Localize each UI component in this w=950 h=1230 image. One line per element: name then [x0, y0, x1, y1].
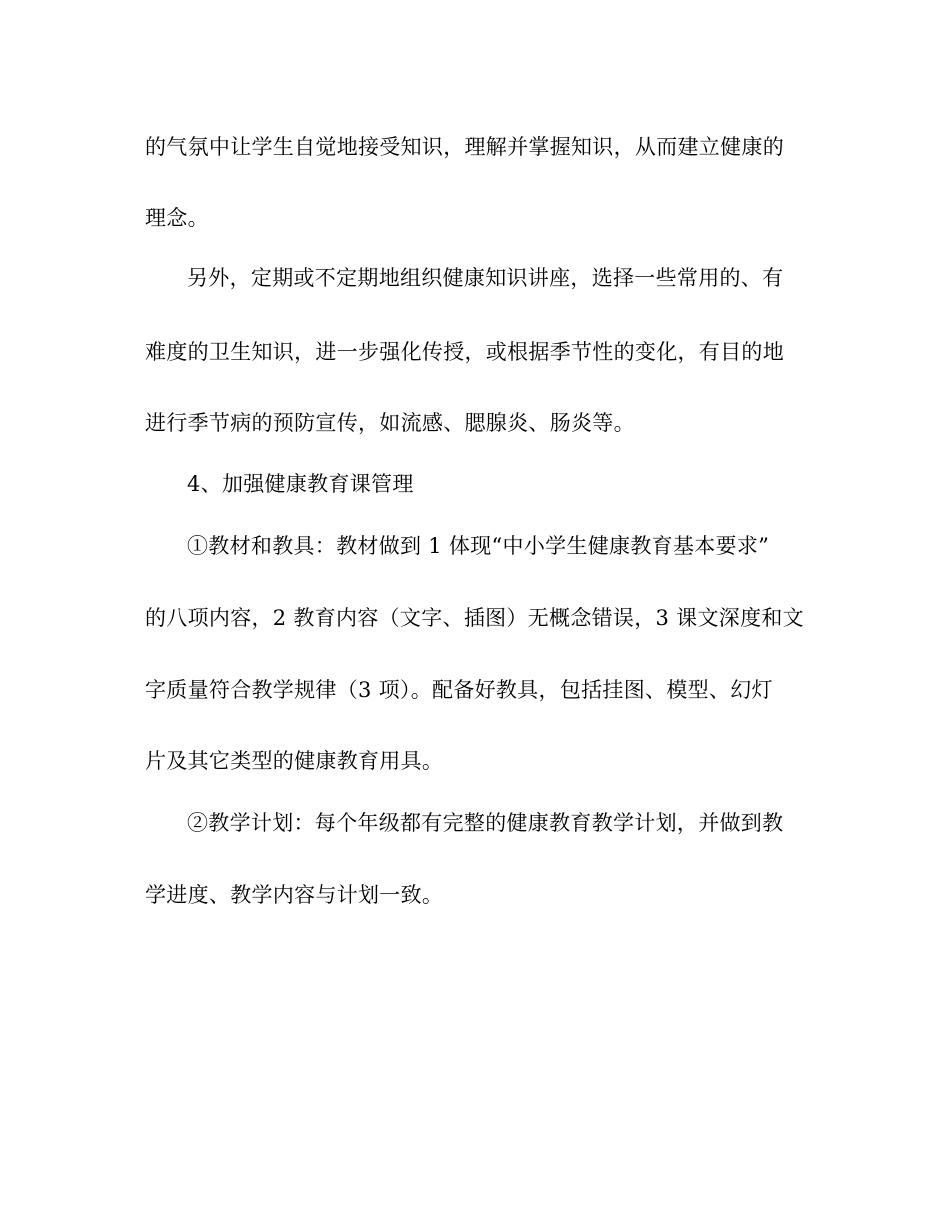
text-line: 学进度、教学内容与计划一致。	[145, 883, 444, 907]
text-line: 的气氛中让学生自觉地接受知识，理解并掌握知识，从而建立健康的	[145, 135, 784, 159]
text-line: 另外，定期或不定期地组织健康知识讲座，选择一些常用的、有	[187, 266, 784, 290]
section-heading: 4、加强健康教育课管理	[187, 472, 414, 496]
text-line: ①教材和教具：教材做到 1 体现“中小学生健康教育基本要求”	[187, 534, 770, 558]
text-line: 字质量符合教学规律（3 项）。配备好教具，包括挂图、模型、幻灯	[145, 678, 773, 702]
text-line: 难度的卫生知识，进一步强化传授，或根据季节性的变化，有目的地	[145, 340, 784, 364]
text-line: 进行季节病的预防宣传，如流感、腮腺炎、肠炎等。	[145, 411, 635, 435]
text-line: ②教学计划：每个年级都有完整的健康教育教学计划，并做到教	[187, 811, 784, 835]
text-line: 的八项内容，2 教育内容（文字、插图）无概念错误，3 课文深度和文	[145, 606, 804, 630]
text-line: 片及其它类型的健康教育用具。	[145, 749, 444, 773]
text-line: 理念。	[145, 206, 209, 230]
